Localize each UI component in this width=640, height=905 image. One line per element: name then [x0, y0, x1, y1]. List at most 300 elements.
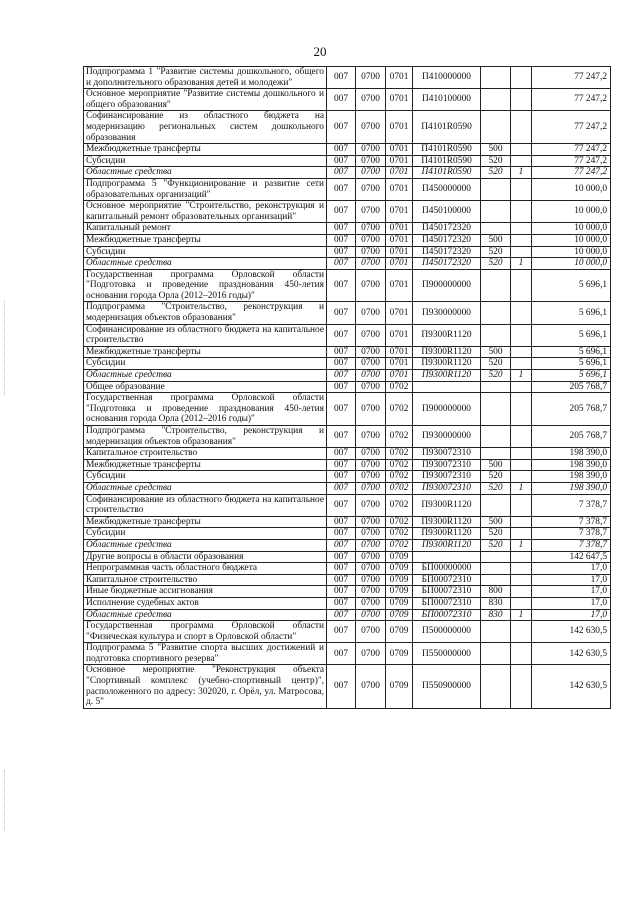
row-name: Исполнение судебных актов — [84, 597, 327, 609]
row-subsection-code: 0701 — [386, 358, 413, 370]
row-funding-source — [511, 155, 532, 167]
row-grbs-code: 007 — [327, 67, 356, 89]
row-expense-type — [481, 302, 511, 324]
row-name: Областные средства — [84, 167, 327, 179]
row-section-code: 0700 — [356, 201, 386, 223]
row-target-article: П550900000 — [413, 665, 481, 708]
row-target-article: П930072310 — [413, 471, 481, 483]
row-amount: 7 378,7 — [532, 528, 611, 540]
row-amount: 77 247,2 — [532, 111, 611, 144]
row-section-code: 0700 — [356, 302, 386, 324]
margin-mark-upper — [4, 300, 11, 395]
row-subsection-code: 0701 — [386, 246, 413, 258]
row-name: Субсидии — [84, 246, 327, 258]
row-section-code: 0700 — [356, 516, 386, 528]
row-funding-source — [511, 471, 532, 483]
row-grbs-code: 007 — [327, 178, 356, 200]
row-subsection-code: 0702 — [386, 448, 413, 460]
row-name: Непрограммная часть областного бюджета — [84, 563, 327, 575]
row-funding-source — [511, 528, 532, 540]
row-name: Субсидии — [84, 155, 327, 167]
row-expense-type: 520 — [481, 155, 511, 167]
row-name: Подпрограмма 5 "Развитие спорта высших достижений и подготовка спортивного резерва" — [84, 643, 327, 665]
table-row — [84, 178, 611, 200]
row-grbs-code: 007 — [327, 167, 356, 179]
row-section-code: 0700 — [356, 246, 386, 258]
table-row — [84, 144, 611, 156]
row-name: Межбюджетные трансферты — [84, 459, 327, 471]
row-amount: 17,0 — [532, 574, 611, 586]
row-section-code: 0700 — [356, 471, 386, 483]
row-funding-source: 1 — [511, 167, 532, 179]
row-subsection-code: 0702 — [386, 381, 413, 393]
row-expense-type: 500 — [481, 234, 511, 246]
table-row — [84, 111, 611, 144]
row-grbs-code: 007 — [327, 516, 356, 528]
row-name: Областные средства — [84, 539, 327, 551]
row-expense-type — [481, 67, 511, 89]
row-grbs-code: 007 — [327, 201, 356, 223]
table-row — [84, 155, 611, 167]
row-funding-source — [511, 563, 532, 575]
row-target-article: П9300R1120 — [413, 324, 481, 346]
row-funding-source — [511, 111, 532, 144]
row-subsection-code: 0701 — [386, 258, 413, 270]
row-subsection-code: 0701 — [386, 144, 413, 156]
row-section-code: 0700 — [356, 621, 386, 643]
row-target-article: П9300R1120 — [413, 370, 481, 382]
table-row — [84, 67, 611, 89]
row-expense-type — [481, 448, 511, 460]
row-name: Государственная программа Орловской области "Физическая культура и спорт в Орловской области" — [84, 621, 327, 643]
row-subsection-code: 0702 — [386, 528, 413, 540]
row-target-article: П930072310 — [413, 459, 481, 471]
row-name: Софинансирование из областного бюджета на капитальное строительство — [84, 494, 327, 516]
row-subsection-code: 0701 — [386, 201, 413, 223]
row-section-code: 0700 — [356, 111, 386, 144]
row-section-code: 0700 — [356, 258, 386, 270]
row-amount: 77 247,2 — [532, 67, 611, 89]
row-funding-source — [511, 586, 532, 598]
row-expense-type — [481, 324, 511, 346]
table-row — [84, 574, 611, 586]
row-expense-type: 500 — [481, 144, 511, 156]
row-section-code: 0700 — [356, 586, 386, 598]
row-section-code: 0700 — [356, 346, 386, 358]
row-funding-source — [511, 459, 532, 471]
row-name: Софинансирование из областного бюджета на модернизацию региональных систем дошкольного образования — [84, 111, 327, 144]
row-section-code: 0700 — [356, 269, 386, 302]
row-section-code: 0700 — [356, 597, 386, 609]
row-expense-type — [481, 551, 511, 563]
table-row — [84, 89, 611, 111]
row-section-code: 0700 — [356, 551, 386, 563]
row-target-article: П900000000 — [413, 393, 481, 426]
table-row — [84, 471, 611, 483]
table-row — [84, 302, 611, 324]
row-section-code: 0700 — [356, 89, 386, 111]
row-grbs-code: 007 — [327, 459, 356, 471]
row-name: Областные средства — [84, 370, 327, 382]
row-section-code: 0700 — [356, 393, 386, 426]
row-subsection-code: 0701 — [386, 302, 413, 324]
row-target-article: П450172320 — [413, 246, 481, 258]
row-target-article: П930000000 — [413, 302, 481, 324]
row-name: Основное мероприятие "Развитие системы дошкольного и общего образования" — [84, 89, 327, 111]
row-amount: 10 000,0 — [532, 178, 611, 200]
row-amount: 198 390,0 — [532, 448, 611, 460]
row-expense-type: 830 — [481, 609, 511, 621]
row-name: Капитальное строительство — [84, 448, 327, 460]
row-section-code: 0700 — [356, 178, 386, 200]
row-subsection-code: 0709 — [386, 621, 413, 643]
row-name: Иные бюджетные ассигнования — [84, 586, 327, 598]
table-row — [84, 269, 611, 302]
row-target-article: П930000000 — [413, 426, 481, 448]
row-target-article: П450172320 — [413, 258, 481, 270]
row-section-code: 0700 — [356, 370, 386, 382]
row-name: Другие вопросы в области образования — [84, 551, 327, 563]
row-section-code: 0700 — [356, 574, 386, 586]
row-funding-source — [511, 223, 532, 235]
row-amount: 10 000,0 — [532, 246, 611, 258]
table-row — [84, 381, 611, 393]
row-amount: 5 696,1 — [532, 358, 611, 370]
row-grbs-code: 007 — [327, 258, 356, 270]
row-section-code: 0700 — [356, 563, 386, 575]
table-row — [84, 665, 611, 708]
margin-mark-lower — [4, 770, 11, 830]
row-section-code: 0700 — [356, 324, 386, 346]
row-amount: 17,0 — [532, 586, 611, 598]
row-subsection-code: 0701 — [386, 269, 413, 302]
row-grbs-code: 007 — [327, 574, 356, 586]
table-row — [84, 358, 611, 370]
row-expense-type — [481, 621, 511, 643]
table-row — [84, 528, 611, 540]
row-amount: 5 696,1 — [532, 346, 611, 358]
row-target-article: П9300R1120 — [413, 494, 481, 516]
row-section-code: 0700 — [356, 609, 386, 621]
row-funding-source: 1 — [511, 539, 532, 551]
row-subsection-code: 0709 — [386, 643, 413, 665]
row-expense-type: 520 — [481, 528, 511, 540]
row-subsection-code: 0709 — [386, 597, 413, 609]
row-target-article: БП00072310 — [413, 574, 481, 586]
row-grbs-code: 007 — [327, 89, 356, 111]
row-section-code: 0700 — [356, 381, 386, 393]
row-grbs-code: 007 — [327, 234, 356, 246]
row-funding-source — [511, 358, 532, 370]
row-expense-type — [481, 111, 511, 144]
row-amount: 142 630,5 — [532, 665, 611, 708]
row-funding-source — [511, 494, 532, 516]
row-subsection-code: 0702 — [386, 516, 413, 528]
budget-table-body — [84, 67, 611, 709]
table-row — [84, 370, 611, 382]
row-expense-type: 500 — [481, 346, 511, 358]
row-name: Субсидии — [84, 471, 327, 483]
row-grbs-code: 007 — [327, 381, 356, 393]
row-expense-type: 520 — [481, 246, 511, 258]
row-expense-type: 520 — [481, 358, 511, 370]
row-expense-type — [481, 201, 511, 223]
table-row — [84, 393, 611, 426]
row-expense-type — [481, 426, 511, 448]
row-funding-source: 1 — [511, 258, 532, 270]
row-expense-type — [481, 381, 511, 393]
row-grbs-code: 007 — [327, 223, 356, 235]
row-expense-type — [481, 223, 511, 235]
row-expense-type: 500 — [481, 459, 511, 471]
row-funding-source — [511, 381, 532, 393]
row-name: Софинансирование из областного бюджета на капитальное строительство — [84, 324, 327, 346]
table-row — [84, 482, 611, 494]
row-subsection-code: 0709 — [386, 586, 413, 598]
row-amount: 205 768,7 — [532, 393, 611, 426]
row-expense-type — [481, 643, 511, 665]
row-grbs-code: 007 — [327, 563, 356, 575]
row-funding-source — [511, 426, 532, 448]
row-funding-source — [511, 597, 532, 609]
row-expense-type — [481, 89, 511, 111]
row-grbs-code: 007 — [327, 643, 356, 665]
row-expense-type — [481, 665, 511, 708]
row-amount: 198 390,0 — [532, 459, 611, 471]
row-subsection-code: 0702 — [386, 426, 413, 448]
row-amount: 7 378,7 — [532, 494, 611, 516]
row-target-article: П500000000 — [413, 621, 481, 643]
row-expense-type: 520 — [481, 167, 511, 179]
table-row — [84, 324, 611, 346]
row-name: Основное мероприятие "Строительство, реконструкция и капитальный ремонт образовательных организаций" — [84, 201, 327, 223]
row-grbs-code: 007 — [327, 665, 356, 708]
row-amount: 5 696,1 — [532, 324, 611, 346]
table-row — [84, 516, 611, 528]
row-amount: 77 247,2 — [532, 155, 611, 167]
row-target-article: П930072310 — [413, 448, 481, 460]
row-expense-type: 500 — [481, 516, 511, 528]
row-amount: 10 000,0 — [532, 258, 611, 270]
row-section-code: 0700 — [356, 426, 386, 448]
table-row — [84, 621, 611, 643]
row-subsection-code: 0701 — [386, 346, 413, 358]
table-row — [84, 539, 611, 551]
row-subsection-code: 0701 — [386, 155, 413, 167]
row-funding-source: 1 — [511, 370, 532, 382]
row-subsection-code: 0709 — [386, 609, 413, 621]
row-funding-source — [511, 643, 532, 665]
row-name: Капитальное строительство — [84, 574, 327, 586]
row-funding-source — [511, 665, 532, 708]
row-target-article: П450172320 — [413, 223, 481, 235]
row-section-code: 0700 — [356, 144, 386, 156]
row-funding-source — [511, 246, 532, 258]
row-amount: 17,0 — [532, 609, 611, 621]
row-grbs-code: 007 — [327, 358, 356, 370]
row-target-article: П4101R0590 — [413, 167, 481, 179]
table-row — [84, 234, 611, 246]
row-expense-type: 830 — [481, 597, 511, 609]
row-amount: 77 247,2 — [532, 89, 611, 111]
row-amount: 205 768,7 — [532, 381, 611, 393]
row-subsection-code: 0701 — [386, 89, 413, 111]
row-section-code: 0700 — [356, 448, 386, 460]
row-target-article — [413, 381, 481, 393]
row-name: Подпрограмма 1 "Развитие системы дошкольного, общего и дополнительного образования детей и молодежи" — [84, 67, 327, 89]
row-name: Межбюджетные трансферты — [84, 234, 327, 246]
table-row — [84, 643, 611, 665]
row-name: Подпрограмма "Строительство, реконструкция и модернизация объектов образования" — [84, 426, 327, 448]
row-subsection-code: 0701 — [386, 111, 413, 144]
row-amount: 7 378,7 — [532, 539, 611, 551]
row-grbs-code: 007 — [327, 155, 356, 167]
row-target-article: П4101R0590 — [413, 111, 481, 144]
row-expense-type: 520 — [481, 258, 511, 270]
row-grbs-code: 007 — [327, 448, 356, 460]
row-target-article: П9300R1120 — [413, 516, 481, 528]
row-grbs-code: 007 — [327, 324, 356, 346]
row-name: Областные средства — [84, 258, 327, 270]
row-amount: 17,0 — [532, 563, 611, 575]
row-funding-source — [511, 201, 532, 223]
row-amount: 77 247,2 — [532, 167, 611, 179]
row-expense-type: 520 — [481, 539, 511, 551]
row-amount: 198 390,0 — [532, 471, 611, 483]
row-grbs-code: 007 — [327, 346, 356, 358]
row-section-code: 0700 — [356, 67, 386, 89]
row-section-code: 0700 — [356, 539, 386, 551]
row-name: Областные средства — [84, 482, 327, 494]
row-target-article: П410000000 — [413, 67, 481, 89]
table-row — [84, 563, 611, 575]
row-target-article: П4101R0590 — [413, 155, 481, 167]
row-amount: 10 000,0 — [532, 223, 611, 235]
row-target-article: БП00072310 — [413, 597, 481, 609]
row-funding-source — [511, 144, 532, 156]
row-grbs-code: 007 — [327, 426, 356, 448]
row-amount: 198 390,0 — [532, 482, 611, 494]
row-section-code: 0700 — [356, 167, 386, 179]
row-grbs-code: 007 — [327, 246, 356, 258]
row-section-code: 0700 — [356, 459, 386, 471]
row-funding-source — [511, 448, 532, 460]
row-grbs-code: 007 — [327, 471, 356, 483]
row-expense-type — [481, 269, 511, 302]
row-expense-type — [481, 178, 511, 200]
row-target-article — [413, 551, 481, 563]
row-subsection-code: 0702 — [386, 459, 413, 471]
row-grbs-code: 007 — [327, 269, 356, 302]
row-grbs-code: 007 — [327, 609, 356, 621]
row-section-code: 0700 — [356, 528, 386, 540]
row-subsection-code: 0702 — [386, 471, 413, 483]
row-expense-type: 520 — [481, 370, 511, 382]
row-amount: 10 000,0 — [532, 201, 611, 223]
row-target-article: П550000000 — [413, 643, 481, 665]
table-row — [84, 586, 611, 598]
budget-table — [83, 66, 611, 709]
row-subsection-code: 0709 — [386, 665, 413, 708]
row-subsection-code: 0701 — [386, 324, 413, 346]
row-funding-source: 1 — [511, 609, 532, 621]
row-grbs-code: 007 — [327, 539, 356, 551]
row-grbs-code: 007 — [327, 482, 356, 494]
row-expense-type — [481, 563, 511, 575]
row-grbs-code: 007 — [327, 528, 356, 540]
row-grbs-code: 007 — [327, 551, 356, 563]
row-funding-source — [511, 551, 532, 563]
table-row — [84, 167, 611, 179]
row-subsection-code: 0701 — [386, 67, 413, 89]
table-row — [84, 223, 611, 235]
row-subsection-code: 0701 — [386, 167, 413, 179]
row-target-article: П9300R1120 — [413, 346, 481, 358]
row-subsection-code: 0701 — [386, 370, 413, 382]
row-section-code: 0700 — [356, 223, 386, 235]
row-grbs-code: 007 — [327, 370, 356, 382]
row-funding-source — [511, 346, 532, 358]
table-row — [84, 459, 611, 471]
row-funding-source — [511, 516, 532, 528]
row-funding-source — [511, 269, 532, 302]
row-grbs-code: 007 — [327, 621, 356, 643]
row-name: Субсидии — [84, 358, 327, 370]
row-target-article: П410100000 — [413, 89, 481, 111]
row-section-code: 0700 — [356, 482, 386, 494]
row-grbs-code: 007 — [327, 144, 356, 156]
row-expense-type — [481, 574, 511, 586]
row-name: Межбюджетные трансферты — [84, 144, 327, 156]
row-name: Капитальный ремонт — [84, 223, 327, 235]
table-row — [84, 201, 611, 223]
row-amount: 17,0 — [532, 597, 611, 609]
row-expense-type — [481, 393, 511, 426]
row-amount: 142 647,5 — [532, 551, 611, 563]
page-number: 20 — [313, 44, 327, 59]
row-funding-source — [511, 178, 532, 200]
row-target-article: П9300R1120 — [413, 358, 481, 370]
row-expense-type — [481, 494, 511, 516]
row-section-code: 0700 — [356, 494, 386, 516]
row-target-article: БП00072310 — [413, 609, 481, 621]
row-section-code: 0700 — [356, 234, 386, 246]
row-target-article: БП00000000 — [413, 563, 481, 575]
row-section-code: 0700 — [356, 358, 386, 370]
row-amount: 7 378,7 — [532, 516, 611, 528]
row-funding-source — [511, 393, 532, 426]
row-target-article: П9300R1120 — [413, 539, 481, 551]
row-amount: 205 768,7 — [532, 426, 611, 448]
row-grbs-code: 007 — [327, 597, 356, 609]
row-funding-source — [511, 302, 532, 324]
row-name: Общее образование — [84, 381, 327, 393]
row-amount: 5 696,1 — [532, 370, 611, 382]
row-target-article: П9300R1120 — [413, 528, 481, 540]
row-amount: 142 630,5 — [532, 621, 611, 643]
row-target-article: П450000000 — [413, 178, 481, 200]
row-funding-source: 1 — [511, 482, 532, 494]
row-subsection-code: 0702 — [386, 393, 413, 426]
row-funding-source — [511, 324, 532, 346]
row-subsection-code: 0709 — [386, 574, 413, 586]
table-row — [84, 426, 611, 448]
row-name: Подпрограмма "Строительство, реконструкция и модернизация объектов образования" — [84, 302, 327, 324]
table-row — [84, 346, 611, 358]
table-row — [84, 246, 611, 258]
row-target-article: П900000000 — [413, 269, 481, 302]
row-subsection-code: 0701 — [386, 234, 413, 246]
